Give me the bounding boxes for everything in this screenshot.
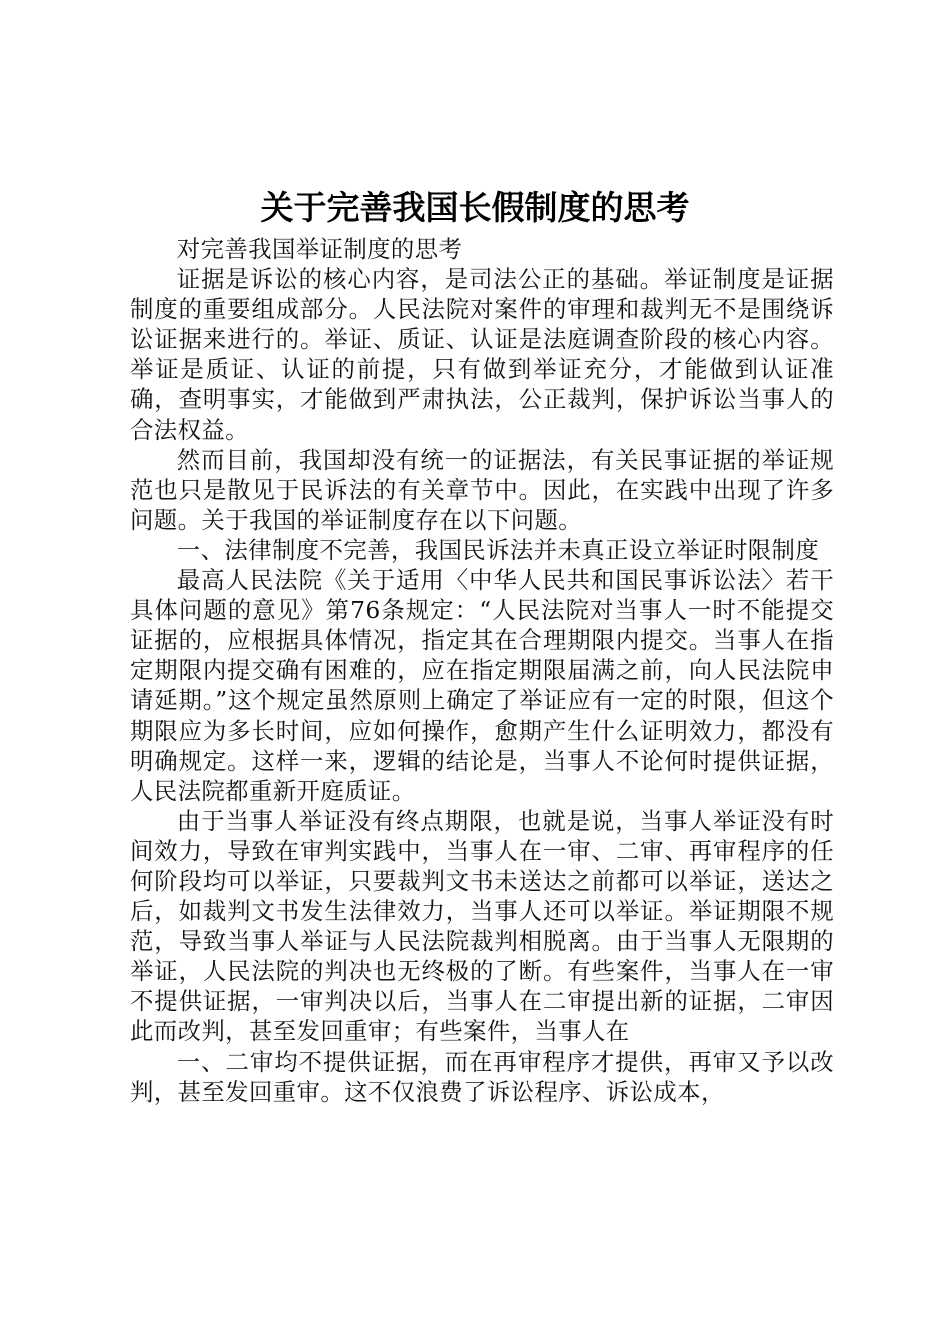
section-heading: 一、法律制度不完善，我国民诉法并未真正设立举证时限制度	[176, 535, 820, 564]
document-subtitle: 对完善我国举证制度的思考	[176, 235, 463, 263]
paragraph: 一、二审均不提供证据，而在再审程序才提供，再审又予以改判，甚至发回重审。这不仅浪费了诉讼程序、诉讼成本，	[130, 1047, 834, 1106]
paragraph: 由于当事人举证没有终点期限，也就是说，当事人举证没有时间效力，导致在审判实践中，当事人在一审、二审、再审程序的任何阶段均可以举证，只要裁判文书未送达之前都可以举证，送达之后，如裁判文书发生法律效力，当事人还可以举证。举证期限不规范，导致当事人举证与人民法院裁判相脱离。由于当事人无限期的举证，人民法院的判决也无终极的了断。有些案件，当事人在一审不提供证据，一审判决以后，当事人在二审提出新的证据，二审因此而改判，甚至发回重审；有些案件，当事人在	[130, 806, 834, 1046]
document-title: 关于完善我国长假制度的思考	[260, 188, 690, 227]
paragraph: 证据是诉讼的核心内容，是司法公正的基础。举证制度是证据制度的重要组成部分。人民法院对案件的审理和裁判无不是围绕诉讼证据来进行的。举证、质证、认证是法庭调查阶段的核心内容。举证是质证、认证的前提，只有做到举证充分，才能做到认证准确，查明事实，才能做到严肃执法，公正裁判，保护诉讼当事人的合法权益。	[130, 265, 834, 444]
paragraph: 最高人民法院《关于适用〈中华人民共和国民事诉讼法〉若干具体问题的意见》第76条规定：“人民法院对当事人一时不能提交证据的，应根据具体情况，指定其在合理期限内提交。当事人在指定期限内提交确有困难的，应在指定期限届满之前，向人民法院申请延期。”这个规定虽然原则上确定了举证应有一定的时限，但这个期限应为多长时间，应如何操作，愈期产生什么证明效力，都没有明确规定。这样一来，逻辑的结论是，当事人不论何时提供证据，人民法院都重新开庭质证。	[130, 566, 834, 805]
document-body	[130, 234, 834, 1107]
paragraph: 然而目前，我国却没有统一的证据法，有关民事证据的举证规范也只是散见于民诉法的有关章节中。因此，在实践中出现了许多问题。关于我国的举证制度存在以下问题。	[130, 445, 834, 534]
